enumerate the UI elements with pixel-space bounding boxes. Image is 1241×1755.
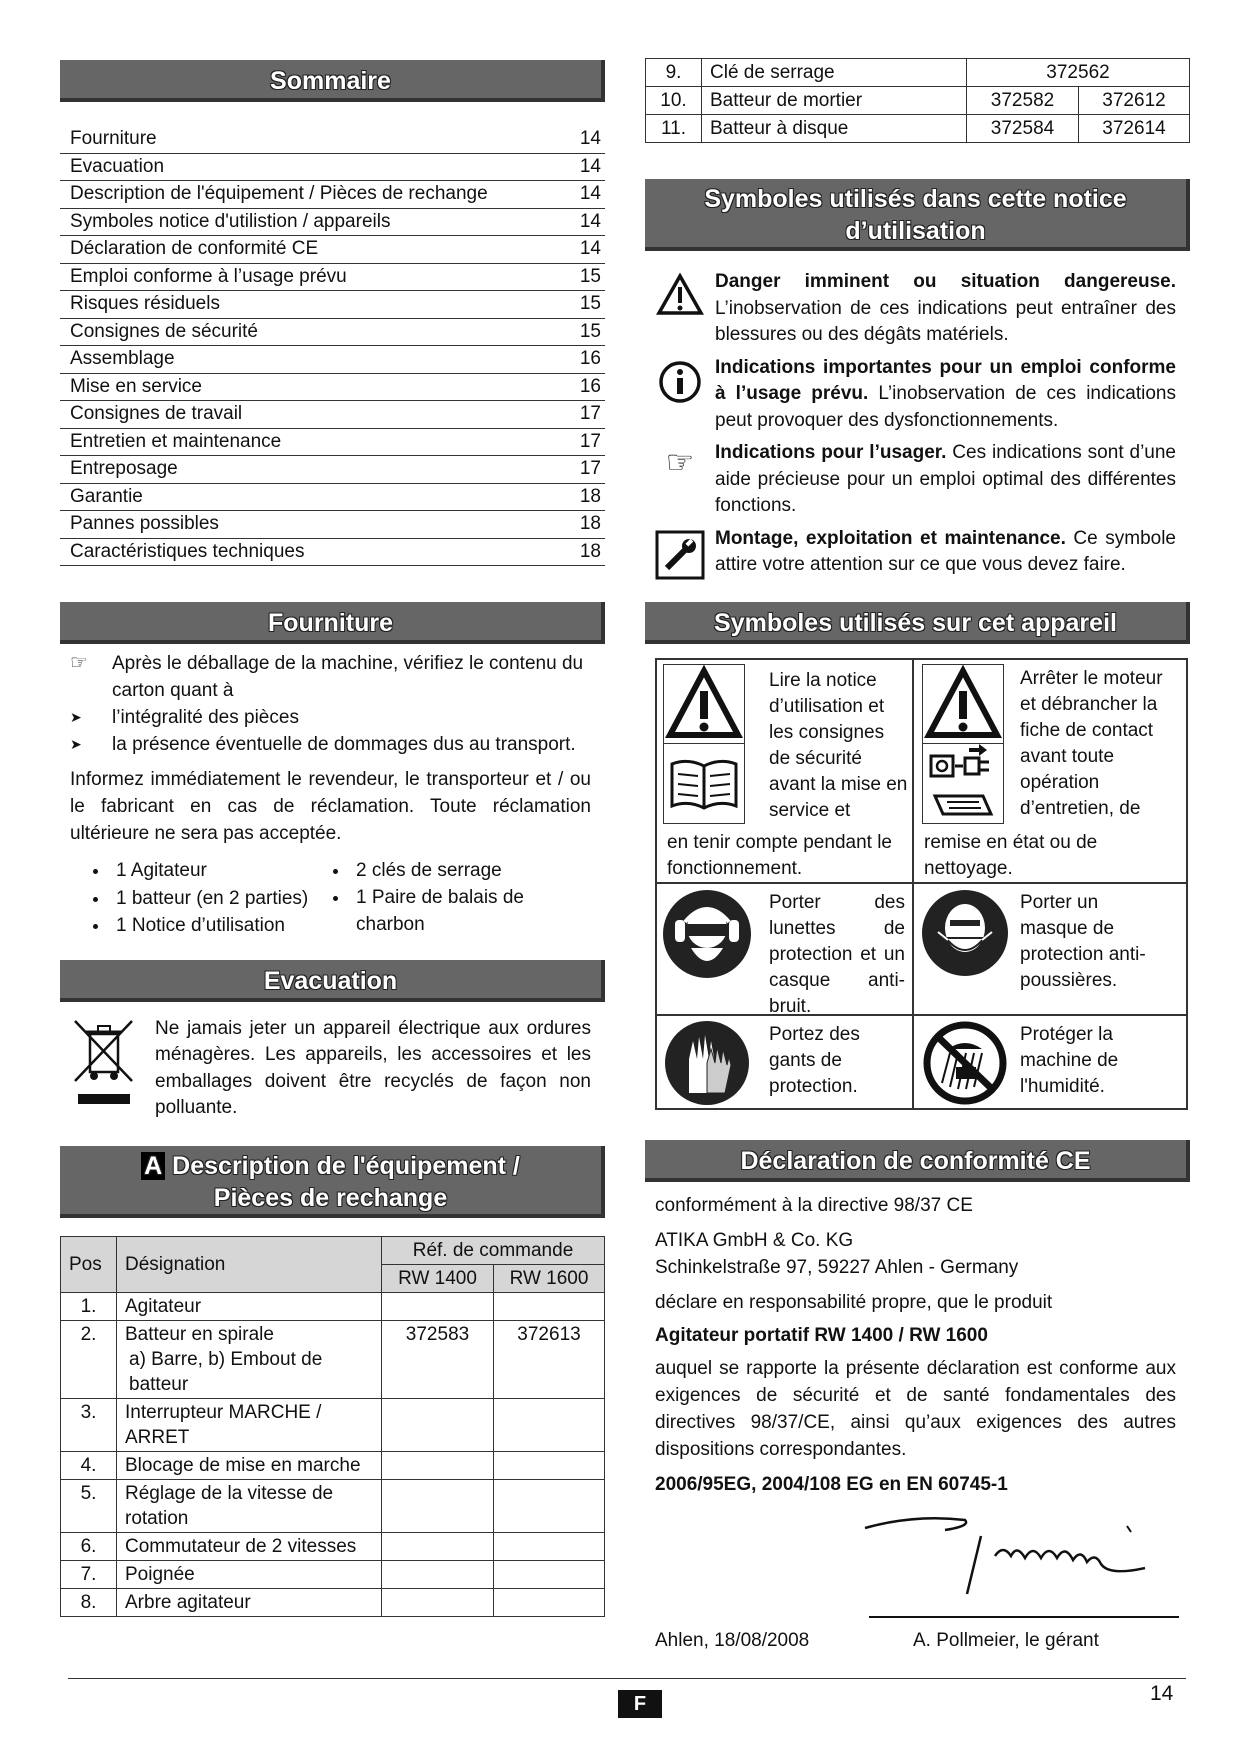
toc-label: Garantie — [70, 485, 143, 507]
cell-pos: 6. — [61, 1532, 117, 1560]
cell-designation: Interrupteur MARCHE / ARRET — [117, 1398, 382, 1451]
unplug-bottom-text: remise en état ou de nettoyage. — [924, 831, 1098, 879]
toc-row — [60, 429, 605, 457]
toc-row — [60, 484, 605, 512]
toc-label: Emploi conforme à l’usage prévu — [70, 265, 347, 287]
symboles-appareil-heading: Symboles utilisés sur cet appareil — [645, 602, 1190, 644]
cell-rw1600 — [494, 1560, 605, 1588]
pointing-hand-icon: ☞ — [70, 652, 88, 674]
toc-page: 16 — [579, 348, 601, 369]
cell-designation: Clé de serrage — [702, 59, 967, 87]
parts-table-continued — [645, 58, 1190, 143]
toc-row — [60, 319, 605, 347]
warning-triangle-icon — [923, 665, 1003, 743]
symbol-notice-icon — [645, 355, 715, 435]
cell-designation: Batteur de mortier — [702, 87, 967, 115]
toc-page: 18 — [579, 540, 601, 562]
open-book-icon — [664, 744, 744, 824]
cell-designation: Agitateur — [117, 1292, 382, 1320]
supply-item: • 1 batteur (en 2 parties) — [110, 885, 330, 913]
gloves-text: Portez des gants de protection. — [769, 1023, 860, 1097]
symbol-cell-read-manual — [656, 659, 913, 883]
declaration-heading: Déclaration de conformité CE — [645, 1140, 1190, 1182]
table-of-contents — [60, 126, 605, 566]
toc-page: 17 — [579, 430, 601, 452]
table-row — [646, 59, 1190, 87]
read-manual-bottom-text: en tenir compte pendant le fonctionnement. — [667, 831, 892, 879]
cell-pos: 9. — [646, 59, 702, 87]
toc-row — [60, 236, 605, 264]
cell-rw1400 — [382, 1532, 494, 1560]
toc-label: Entreposage — [70, 458, 178, 479]
check-item: ➤ l’intégralité des pièces — [70, 704, 605, 731]
col-rw1600: RW 1600 — [494, 1264, 605, 1292]
toc-row — [60, 539, 605, 567]
symbol-notice-icon — [645, 269, 715, 349]
manual-hand-icon — [923, 788, 1003, 822]
toc-label: Consignes de travail — [70, 403, 243, 424]
parts-table-continued-body — [646, 59, 1190, 143]
description-letter: A — [141, 1152, 165, 1180]
symbol-notice-item — [645, 355, 1176, 435]
fourniture-list-left — [70, 857, 330, 940]
table-row — [61, 1398, 605, 1451]
toc-page: 18 — [579, 485, 601, 507]
goggles-text: Porter des lunettes de protection et un casque anti-bruit. — [769, 891, 905, 1017]
cell-rw1600 — [494, 1292, 605, 1320]
toc-label: Pannes possibles — [70, 513, 219, 534]
toc-row — [60, 291, 605, 319]
toc-page: 14 — [579, 210, 601, 232]
parts-table-header-row — [61, 1236, 605, 1264]
mask-text: Porter un masque de protection anti-poussières. — [1020, 891, 1146, 991]
dust-mask-icon — [920, 888, 1010, 978]
toc-row — [60, 374, 605, 402]
table-row — [61, 1560, 605, 1588]
symbol-group-right — [922, 664, 1004, 824]
fourniture-list — [70, 857, 605, 940]
toc-page: 14 — [579, 155, 601, 177]
cell-rw1600: 372613 — [494, 1320, 605, 1398]
toc-row — [60, 346, 605, 374]
toc-label: Fourniture — [70, 128, 157, 149]
cell-pos: 10. — [646, 87, 702, 115]
symboles-notice-list — [645, 269, 1190, 580]
cell-ref-shared: 372562 — [967, 59, 1190, 87]
table-row — [61, 1588, 605, 1616]
crossed-bin-icon — [60, 1016, 155, 1122]
info-icon — [657, 359, 703, 405]
symbol-notice-icon — [645, 440, 715, 520]
table-row — [646, 115, 1190, 143]
toc-row — [60, 209, 605, 237]
toc-label: Entretien et maintenance — [70, 430, 282, 452]
supply-item: • 1 Notice d’utilisation — [110, 912, 330, 940]
toc-row — [60, 126, 605, 154]
symbol-cell-gloves — [656, 1015, 913, 1109]
cell-pos: 7. — [61, 1560, 117, 1588]
cell-designation: Poignée — [117, 1560, 382, 1588]
declaration-body: conformément à la directive 98/37 CE ATIKA GmbH & Co. KG Schinkelstraße 97, 59227 Ahlen - Germany déclare en responsabilité propre, que le produit Agitateur portatif RW 1400 / RW 1600 auquel se rapporte la présente déclaration est conforme aux exigences de sécurité et de santé fondamentales des directives 98/37/CE, ainsi qu’aux exigences des autres dispositions correspondantes. 2006/95EG, 2004/108 EG en EN 60745-1 Ahlen, 18/08/2008 A. Pollmeier, le gérant — [645, 1192, 1190, 1652]
cell-rw1600: 372614 — [1079, 115, 1190, 143]
cell-designation: Arbre agitateur — [117, 1588, 382, 1616]
description-heading: A Description de l'équipement / Pièces de rechange — [60, 1146, 605, 1218]
col-designation: Désignation — [117, 1236, 382, 1292]
symbol-notice-item — [645, 440, 1176, 520]
goggles-earmuffs-icon — [661, 888, 753, 980]
cell-rw1400 — [382, 1451, 494, 1479]
cell-rw1400: 372582 — [967, 87, 1079, 115]
cell-rw1600 — [494, 1479, 605, 1532]
toc-page: 15 — [579, 265, 601, 287]
wrench-icon — [655, 530, 705, 580]
toc-label: Mise en service — [70, 375, 202, 397]
symbol-group-left — [663, 664, 745, 824]
toc-row — [60, 264, 605, 292]
fourniture-intro: ☞ Après le déballage de la machine, vérifiez le contenu du carton quant à — [70, 650, 605, 704]
toc-label: Description de l'équipement / Pièces de rechange — [70, 183, 488, 204]
cell-designation: Blocage de mise en marche — [117, 1451, 382, 1479]
symbol-cell-humidity — [913, 1015, 1187, 1109]
cell-rw1600 — [494, 1588, 605, 1616]
cell-rw1400 — [382, 1588, 494, 1616]
table-row — [61, 1320, 605, 1398]
toc-page: 18 — [579, 513, 601, 534]
toc-page: 17 — [579, 458, 601, 479]
col-rw1400: RW 1400 — [382, 1264, 494, 1292]
table-row — [61, 1292, 605, 1320]
table-row — [61, 1451, 605, 1479]
col-pos: Pos — [61, 1236, 117, 1292]
gloves-icon — [663, 1019, 751, 1107]
parts-table — [60, 1236, 605, 1617]
symbol-notice-text: Indications pour l’usager. Ces indications sont d’une aide précieuse pour un emploi optimal des différentes fonctions. — [715, 442, 1176, 516]
supply-item: • 1 Agitateur — [110, 857, 330, 885]
read-manual-side-text: Lire la notice d’utilisation et les consignes de sécurité avant la mise en service et — [769, 669, 908, 821]
cell-rw1400: 372583 — [382, 1320, 494, 1398]
cell-pos: 1. — [61, 1292, 117, 1320]
arrow-bullet-icon: ➤ — [70, 709, 82, 725]
toc-label: Risques résiduels — [70, 293, 220, 314]
humidity-text: Protéger la machine de l'humidité. — [1020, 1023, 1119, 1097]
fourniture-info: Informez immédiatement le revendeur, le transporteur et / ou le fabricant en cas de réclamation. Toute réclamation ultérieure ne sera pas acceptée. — [70, 769, 591, 844]
fourniture-heading: Fourniture — [60, 602, 605, 644]
table-row — [61, 1479, 605, 1532]
toc-page: 14 — [579, 128, 601, 149]
symbol-notice-text: Indications importantes pour un emploi conforme à l’usage prévu. L’inobservation de ces indications peut provoquer des dysfonctionnements. — [715, 356, 1176, 431]
toc-page: 16 — [579, 375, 601, 397]
fourniture-list-right — [330, 857, 570, 940]
cell-rw1600 — [494, 1451, 605, 1479]
warning-triangle-icon — [664, 665, 744, 743]
unplug-side-text: Arrêter le moteur et débrancher la fiche de contact avant toute opération d’entretien, de — [1020, 667, 1163, 819]
cell-pos: 3. — [61, 1398, 117, 1451]
symbol-notice-item — [645, 269, 1176, 349]
toc-label: Evacuation — [70, 155, 165, 177]
plug-icon — [923, 744, 1003, 788]
check-item: ➤ la présence éventuelle de dommages dus au transport. — [70, 731, 605, 758]
symbol-cell-goggles — [656, 883, 913, 1015]
fourniture-checks — [70, 704, 605, 758]
toc-label: Symboles notice d'utilistion / appareils — [70, 210, 391, 232]
toc-label: Consignes de sécurité — [70, 320, 258, 342]
cell-rw1400: 372584 — [967, 115, 1079, 143]
cell-designation: Batteur en spirale a) Barre, b) Embout de batteur — [117, 1320, 382, 1398]
signature-caption: Ahlen, 18/08/2008 A. Pollmeier, le gérant — [655, 1629, 1099, 1651]
device-symbols-table — [655, 658, 1188, 1110]
cell-rw1400 — [382, 1398, 494, 1451]
toc-page: 15 — [579, 293, 601, 314]
cell-rw1400 — [382, 1292, 494, 1320]
cell-designation: Commutateur de 2 vitesses — [117, 1532, 382, 1560]
fourniture-body — [60, 650, 605, 940]
cell-rw1600: 372612 — [1079, 87, 1190, 115]
toc-row — [60, 511, 605, 539]
right-column — [645, 60, 1190, 1652]
footer-rule — [68, 1678, 1186, 1679]
toc-row — [60, 401, 605, 429]
toc-row — [60, 181, 605, 209]
page-number: 14 — [1150, 1682, 1174, 1705]
arrow-bullet-icon: ➤ — [70, 736, 82, 752]
cell-pos: 8. — [61, 1588, 117, 1616]
symbol-notice-text: Montage, exploitation et maintenance. Ce symbole attire votre attention sur ce que vous devez faire. — [715, 527, 1176, 575]
evacuation-body — [60, 1016, 605, 1122]
parts-table-body — [61, 1292, 605, 1616]
pointing-hand-icon: ☞ — [665, 444, 695, 480]
cell-designation: Batteur à disque — [702, 115, 967, 143]
symbol-cell-unplug — [913, 659, 1187, 883]
toc-page: 15 — [579, 320, 601, 342]
symbol-notice-item — [645, 526, 1176, 580]
sommaire-heading: Sommaire — [60, 60, 605, 102]
cell-rw1600 — [494, 1532, 605, 1560]
symbol-cell-mask — [913, 883, 1187, 1015]
toc-row — [60, 154, 605, 182]
toc-page: 14 — [579, 238, 601, 259]
toc-label: Caractéristiques techniques — [70, 540, 305, 562]
toc-label: Déclaration de conformité CE — [70, 238, 319, 259]
warning-triangle-icon — [656, 273, 704, 317]
supply-item: • 2 clés de serrage — [350, 857, 570, 884]
cell-pos: 11. — [646, 115, 702, 143]
cell-designation: Réglage de la vitesse de rotation — [117, 1479, 382, 1532]
left-column — [60, 60, 605, 1617]
cell-rw1400 — [382, 1479, 494, 1532]
symbol-notice-icon — [645, 526, 715, 580]
evacuation-text: Ne jamais jeter un appareil électrique aux ordures ménagères. Les appareils, les accessoires et les emballages doivent être recyclés de façon non polluante. — [155, 1017, 591, 1118]
table-row — [61, 1532, 605, 1560]
cell-rw1600 — [494, 1398, 605, 1451]
supply-item: • 1 Paire de balais de charbon — [350, 884, 570, 938]
signature — [655, 1498, 1176, 1628]
symboles-notice-heading: Symboles utilisés dans cette notice d’utilisation — [645, 179, 1190, 251]
toc-row — [60, 456, 605, 484]
handwritten-signature — [855, 1504, 1175, 1604]
no-rain-icon — [920, 1019, 1010, 1107]
toc-page: 17 — [579, 403, 601, 424]
toc-page: 14 — [579, 183, 601, 204]
toc-label: Assemblage — [70, 348, 175, 369]
col-ref: Réf. de commande — [382, 1236, 605, 1264]
cell-pos: 2. — [61, 1320, 117, 1398]
symbol-notice-text: Danger imminent ou situation dangereuse. L’inobservation de ces indications peut entraîner des blessures ou des dégâts matériels. — [715, 271, 1176, 345]
evacuation-heading: Evacuation — [60, 960, 605, 1002]
cell-pos: 5. — [61, 1479, 117, 1532]
cell-rw1400 — [382, 1560, 494, 1588]
language-badge: F — [618, 1690, 662, 1718]
table-row — [646, 87, 1190, 115]
cell-pos: 4. — [61, 1451, 117, 1479]
